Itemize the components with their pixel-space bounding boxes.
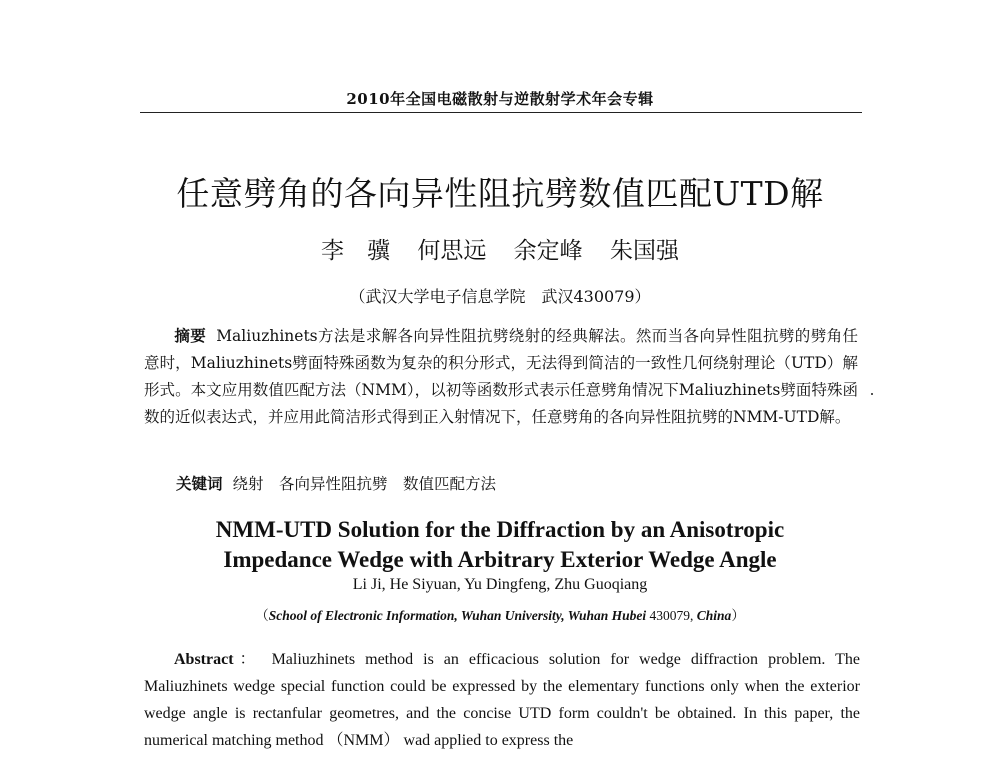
affiliation-open-paren: （ — [255, 608, 269, 623]
author-name: 余定峰 — [513, 238, 583, 264]
scan-speck — [871, 393, 873, 395]
english-abstract-text: Maliuzhinets method is an efficacious solution for wedge diffraction problem. The Maliuzhinets wedge special function could be expressed by the elementary functions only when the exterior wedge angle is rectanfular geometres, and the concise UTD form couldn't be obtained. In this paper, the numerical matching method （NMM） wad applied to express the — [144, 651, 860, 749]
chinese-abstract — [144, 322, 858, 431]
affiliation-institution: School of Electronic Information, Wuhan University, Wuhan Hubei — [268, 608, 647, 623]
author-name: 李 骥 — [321, 238, 391, 264]
english-abstract-separator: ： — [233, 651, 272, 668]
english-title — [0, 515, 1000, 575]
english-abstract-label: Abstract — [174, 651, 234, 668]
english-title-line: NMM-UTD Solution for the Diffraction by an Anisotropic — [215, 517, 785, 542]
author-name: 何思远 — [417, 238, 487, 264]
chinese-keywords-text: 绕射 各向异性阻抗劈 数值匹配方法 — [232, 475, 497, 493]
chinese-authors — [0, 232, 1000, 265]
english-affiliation — [0, 604, 1000, 624]
chinese-keywords-label: 关键词 — [176, 474, 223, 493]
english-title-line: Impedance Wedge with Arbitrary Exterior Wedge Angle — [223, 547, 777, 572]
affiliation-country: China — [696, 608, 732, 623]
chinese-abstract-text: Maliuzhinets方法是求解各向异性阻抗劈绕射的经典解法。然而当各向异性阻抗劈的劈角任意时，Maliuzhinets劈面特殊函数为复杂的积分形式，无法得到简洁的一致性几何绕射理论（UTD）解形式。本文应用数值匹配方法（NMM），以初等函数形式表示任意劈角情况下Maliuzhinets劈面特殊函数的近似表达式，并应用此简洁形式得到正入射情况下，任意劈角的各向异性阻抗劈的NMM-UTD解。 — [144, 327, 858, 426]
chinese-title: 任意劈角的各向异性阻抗劈数值匹配UTD解 — [176, 174, 824, 213]
chinese-abstract-label: 摘要 — [174, 326, 207, 345]
affiliation-postcode: 430079, — [646, 608, 697, 623]
author-name: 朱国强 — [609, 238, 679, 264]
english-authors: Li Ji, He Siyuan, Yu Dingfeng, Zhu Guoqiang — [352, 576, 648, 593]
english-abstract — [144, 646, 860, 754]
running-header: 2010年全国电磁散射与逆散射学术年会专辑 — [346, 90, 654, 108]
chinese-keywords — [176, 472, 856, 494]
header-rule — [140, 112, 862, 113]
affiliation-close-paren: ） — [731, 608, 745, 623]
chinese-affiliation: （武汉大学电子信息学院 武汉430079） — [349, 287, 651, 306]
